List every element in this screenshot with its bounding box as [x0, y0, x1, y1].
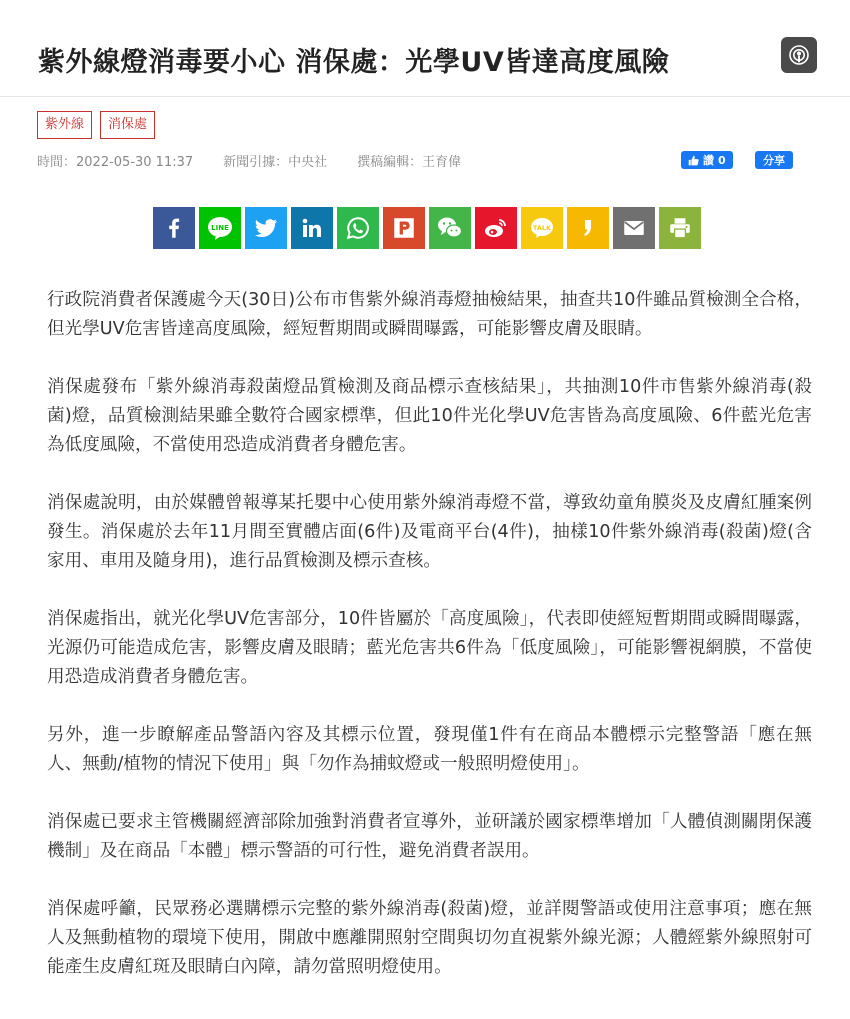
thumbs-up-icon	[688, 155, 699, 166]
plurk-icon	[391, 215, 417, 241]
like-label: 讚	[703, 154, 714, 167]
share-label: 分享	[763, 154, 785, 167]
share-plurk-button[interactable]	[383, 207, 425, 249]
tag-uv[interactable]: 紫外線	[37, 111, 92, 139]
svg-text:TALK: TALK	[532, 224, 552, 232]
article-meta	[37, 151, 491, 170]
share-wechat-button[interactable]	[429, 207, 471, 249]
kakaotalk-icon	[527, 213, 557, 243]
share-linkedin-button[interactable]	[291, 207, 333, 249]
podcast-icon	[787, 43, 811, 67]
article-paragraph: 消保處發布「紫外線消毒殺菌燈品質檢測及商品標示查核結果」，共抽測10件市售紫外線消毒(殺菌)燈，品質檢測結果雖全數符合國家標準，但此10件光化學UV危害皆為高度風險、6件藍光危害為低度風險，不當使用恐造成消費者身體危害。	[47, 377, 812, 455]
social-share-bar	[153, 207, 701, 249]
line-icon	[205, 213, 235, 243]
share-facebook-button[interactable]	[153, 207, 195, 249]
publish-time: 時間：2022-05-30 11:37	[37, 155, 194, 170]
share-weibo-button[interactable]	[475, 207, 517, 249]
news-source: 新聞引據：中央社	[223, 155, 328, 170]
share-twitter-button[interactable]	[245, 207, 287, 249]
article-paragraph: 消保處已要求主管機關經濟部除加強對消費者宣導外，並研議於國家標準增加「人體偵測關閉保護機制」及在商品「本體」標示警語的可行性，避免消費者誤用。	[47, 812, 812, 861]
whatsapp-icon	[345, 215, 371, 241]
article-paragraph: 另外，進一步瞭解產品警語內容及其標示位置，發現僅1件有在商品本體標示完整警語「應在無人、無動/植物的情況下使用」與「勿作為捕蚊燈或一般照明燈使用」。	[47, 725, 812, 774]
email-icon	[621, 215, 647, 241]
like-count: 0	[718, 153, 726, 167]
page-title: 紫外線燈消毒要小心 消保處：光學UV皆達高度風險	[38, 47, 670, 78]
article-paragraph: 消保處指出，就光化學UV危害部分，10件皆屬於「高度風險」，代表即使經短暫期間或瞬間曝露，光源仍可能造成危害，影響皮膚及眼睛；藍光危害共6件為「低度風險」，可能影響視網膜，不當使用恐造成消費者身體危害。	[47, 609, 812, 687]
share-kakaotalk-button[interactable]	[521, 207, 563, 249]
svg-text:LINE: LINE	[211, 224, 229, 232]
page-header	[0, 0, 850, 97]
article-paragraph: 消保處呼籲，民眾務必選購標示完整的紫外線消毒(殺菌)燈，並詳閱警語或使用注意事項；應在無人及無動植物的環境下使用，開啟中應離開照射空間與切勿直視紫外線光源；人體經紫外線照射可能產生皮膚紅斑及眼睛白內障，請勿當照明燈使用。	[47, 899, 812, 977]
article-paragraph: 行政院消費者保護處今天(30日)公布市售紫外線消毒燈抽檢結果，抽查共10件雖品質檢測全合格，但光學UV危害皆達高度風險，經短暫期間或瞬間曝露，可能影響皮膚及眼睛。	[47, 290, 812, 339]
print-icon	[667, 215, 693, 241]
share-comma-button[interactable]	[567, 207, 609, 249]
share-whatsapp-button[interactable]	[337, 207, 379, 249]
article-body	[47, 286, 812, 1011]
facebook-like-button[interactable]	[681, 151, 733, 169]
facebook-share-button[interactable]	[755, 151, 793, 169]
tag-consumer-protection[interactable]: 消保處	[100, 111, 155, 139]
editor: 撰稿編輯：王育偉	[357, 155, 462, 170]
facebook-icon	[161, 215, 187, 241]
article-paragraph: 消保處說明，由於媒體曾報導某托嬰中心使用紫外線消毒燈不當，導致幼童角膜炎及皮膚紅腫案例發生。消保處於去年11月間至實體店面(6件)及電商平台(4件)，抽樣10件紫外線消毒(殺菌)燈(含家用、車用及隨身用)，進行品質檢測及標示查核。	[47, 493, 812, 571]
share-line-button[interactable]	[199, 207, 241, 249]
tag-list	[37, 111, 155, 139]
share-print-button[interactable]	[659, 207, 701, 249]
podcast-button[interactable]	[781, 37, 817, 73]
twitter-icon	[253, 215, 279, 241]
wechat-icon	[435, 213, 465, 243]
linkedin-icon	[300, 216, 324, 240]
share-email-button[interactable]	[613, 207, 655, 249]
comma-icon	[576, 216, 600, 240]
weibo-icon	[482, 214, 510, 242]
